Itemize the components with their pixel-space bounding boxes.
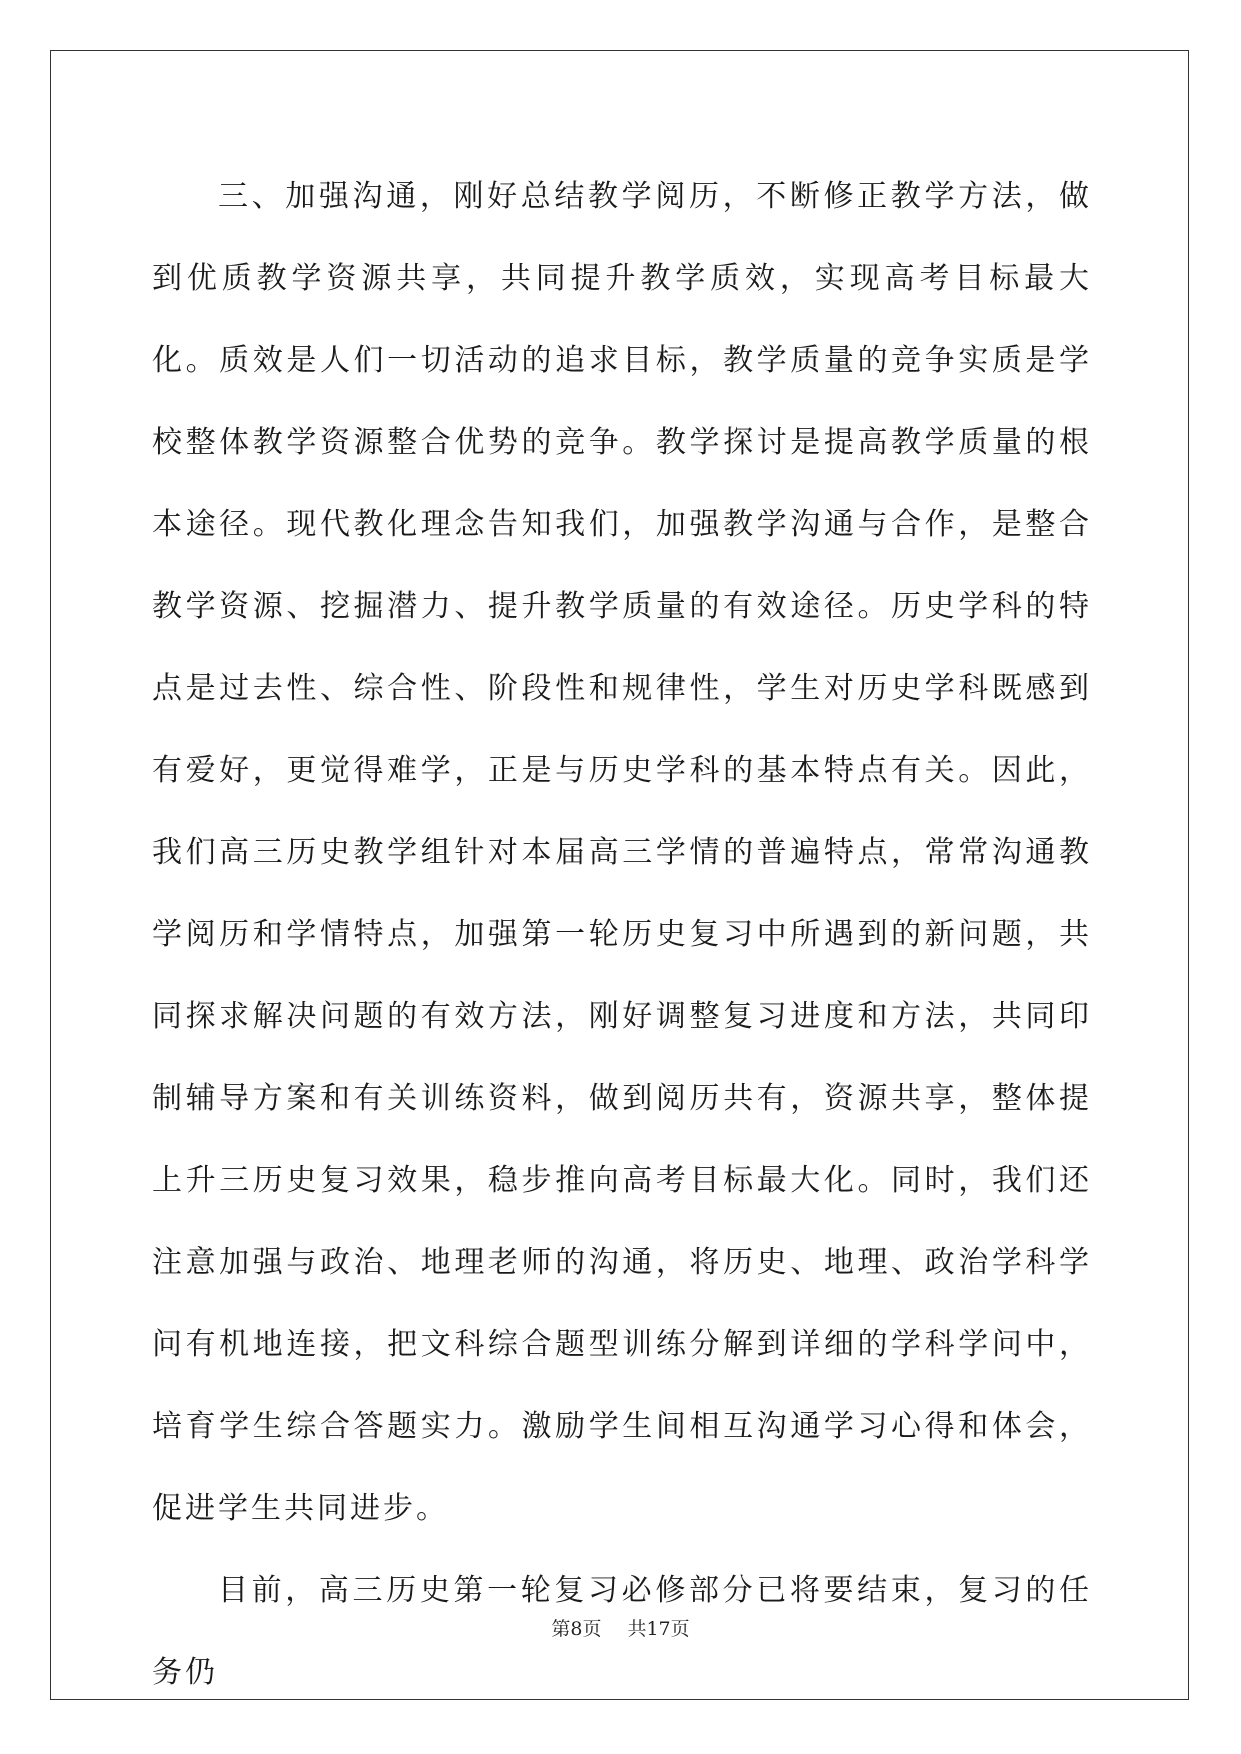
document-body <box>152 156 1092 1714</box>
paragraph: 目前，高三历史第一轮复习必修部分已将要结束，复习的任务仍 <box>152 1573 1092 1690</box>
paragraph: 三、加强沟通，刚好总结教学阅历，不断修正教学方法，做到优质教学资源共享，共同提升教学质效，实现高考目标最大化。质效是人们一切活动的追求目标，教学质量的竞争实质是学校整体教学资源整合优势的竞争。教学探讨是提高教学质量的根本途径。现代教化理念告知我们，加强教学沟通与合作，是整合教学资源、挖掘潜力、提升教学质量的有效途径。历史学科的特点是过去性、综合性、阶段性和规律性，学生对历史学科既感到有爱好，更觉得难学，正是与历史学科的基本特点有关。因此，我们高三历史教学组针对本届高三学情的普遍特点，常常沟通教学阅历和学情特点，加强第一轮历史复习中所遇到的新问题，共同探求解决问题的有效方法，刚好调整复习进度和方法，共同印制辅导方案和有关训练资料，做到阅历共有，资源共享，整体提上升三历史复习效果，稳步推向高考目标最大化。同时，我们还注意加强与政治、地理老师的沟通，将历史、地理、政治学科学问有机地连接，把文科综合题型训练分解到详细的学科学问中，培育学生综合答题实力。激励学生间相互沟通学习心得和体会，促进学生共同进步。 <box>152 179 1092 1526</box>
page-footer <box>0 1614 1241 1641</box>
page-total: 共17页 <box>627 1618 690 1640</box>
page-number: 第8页 <box>551 1618 602 1640</box>
